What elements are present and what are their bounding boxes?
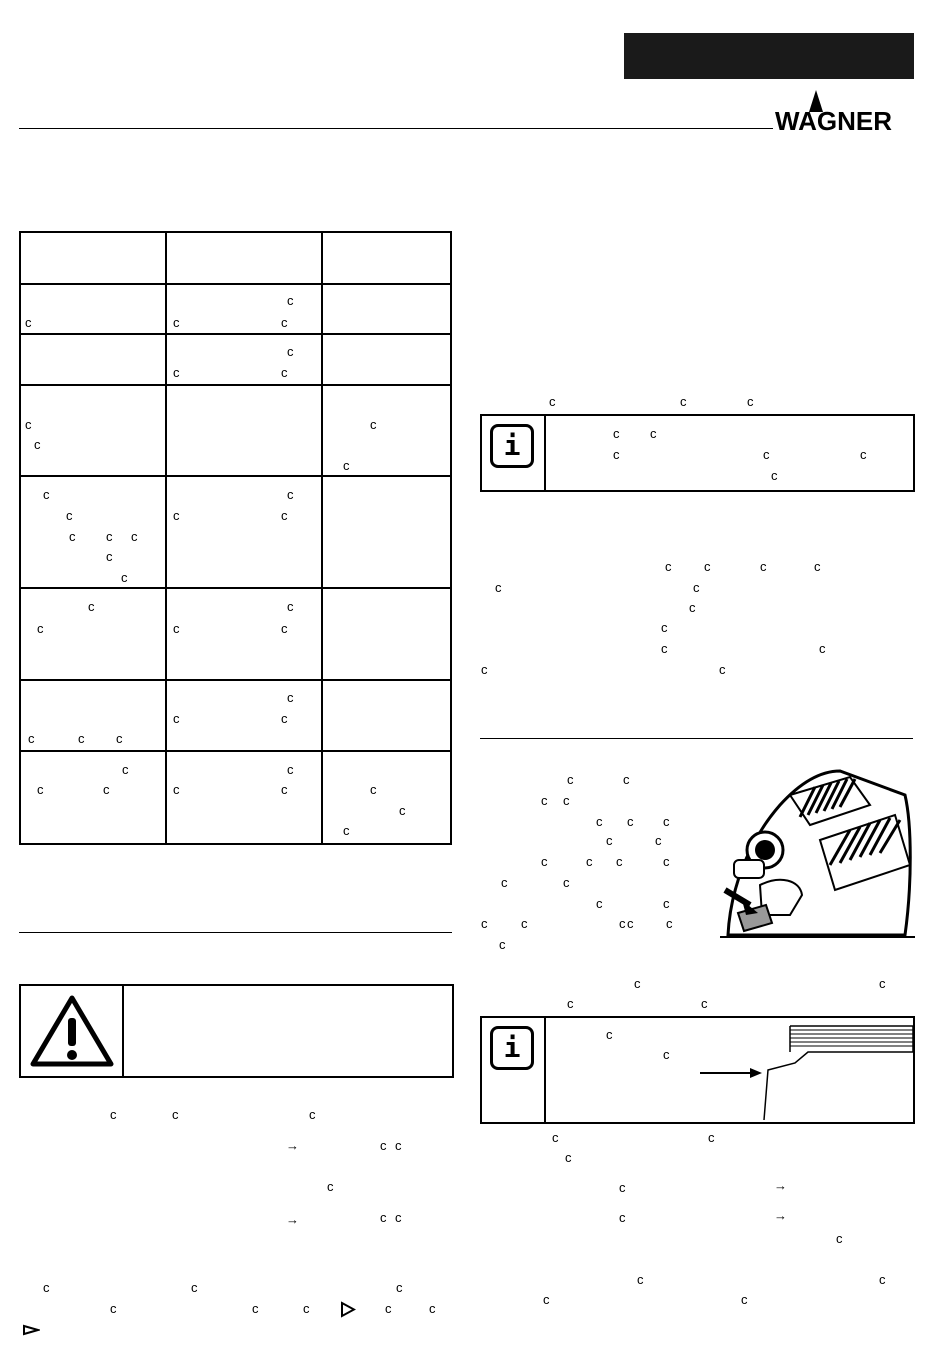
header-banner — [624, 33, 914, 79]
text-fragment: c — [719, 662, 726, 677]
text-fragment: c — [66, 508, 73, 523]
text-fragment: c — [619, 1180, 626, 1195]
table-cell — [166, 588, 321, 680]
text-fragment: c — [173, 365, 180, 380]
table-cell — [322, 284, 451, 334]
arrow-icon: → — [286, 1138, 299, 1153]
text-fragment: c — [303, 1301, 310, 1316]
text-fragment: c — [287, 762, 294, 777]
table-cell — [322, 751, 451, 844]
text-fragment: c — [380, 1210, 387, 1225]
text-fragment: c — [747, 394, 754, 409]
table-cell — [322, 588, 451, 680]
text-fragment: c — [836, 1231, 843, 1246]
text-fragment: c — [78, 731, 85, 746]
text-fragment: c — [25, 315, 32, 330]
info-icon: i — [490, 1026, 534, 1070]
text-fragment: c — [567, 996, 574, 1011]
text-fragment: c — [191, 1280, 198, 1295]
text-fragment: c — [563, 875, 570, 890]
text-fragment: c — [634, 976, 641, 991]
text-fragment: c — [565, 1150, 572, 1165]
text-fragment: c — [623, 772, 630, 787]
warning-box — [19, 984, 454, 1078]
text-fragment: c — [613, 447, 620, 462]
text-fragment: c — [173, 315, 180, 330]
text-fragment: c — [370, 417, 377, 432]
text-fragment: c — [763, 447, 770, 462]
text-fragment: c — [37, 621, 44, 636]
text-fragment: c — [385, 1301, 392, 1316]
text-fragment: c — [549, 394, 556, 409]
text-fragment: c — [122, 762, 129, 777]
text-fragment: c — [281, 508, 288, 523]
info-divider — [544, 416, 546, 490]
text-fragment: c — [814, 559, 821, 574]
arrow-icon: → — [774, 1208, 787, 1223]
text-fragment: c — [103, 782, 110, 797]
text-fragment: c — [88, 599, 95, 614]
spec-table — [19, 231, 452, 845]
text-fragment: c — [627, 916, 634, 931]
text-fragment: c — [287, 599, 294, 614]
text-fragment: c — [281, 315, 288, 330]
table-cell — [166, 751, 321, 844]
text-fragment: c — [370, 782, 377, 797]
text-fragment: c — [106, 529, 113, 544]
logo-text: WAGNER — [775, 106, 892, 133]
text-fragment: c — [173, 711, 180, 726]
text-fragment: c — [399, 803, 406, 818]
text-fragment: c — [110, 1301, 117, 1316]
info-divider — [544, 1018, 546, 1122]
text-fragment: c — [69, 529, 76, 544]
logo-mark-icon — [773, 88, 915, 133]
text-fragment: c — [606, 1027, 613, 1042]
device-illustration — [720, 765, 915, 940]
table-cell — [322, 334, 451, 385]
triangle-right-icon — [340, 1301, 356, 1318]
text-fragment: c — [309, 1107, 316, 1122]
text-fragment: c — [395, 1138, 402, 1153]
text-fragment: c — [704, 559, 711, 574]
table-cell — [166, 232, 321, 284]
header-rule — [19, 128, 773, 129]
text-fragment: c — [173, 621, 180, 636]
text-fragment: c — [543, 1292, 550, 1307]
text-fragment: c — [28, 731, 35, 746]
text-fragment: c — [613, 426, 620, 441]
text-fragment: c — [106, 549, 113, 564]
text-fragment: c — [663, 814, 670, 829]
text-fragment: c — [395, 1210, 402, 1225]
text-fragment: c — [606, 833, 613, 848]
text-fragment: c — [43, 1280, 50, 1295]
text-fragment: c — [661, 641, 668, 656]
table-cell — [166, 284, 321, 334]
text-fragment: c — [396, 1280, 403, 1295]
text-fragment: c — [616, 854, 623, 869]
text-fragment: c — [287, 487, 294, 502]
text-fragment: c — [701, 996, 708, 1011]
text-fragment: c — [281, 782, 288, 797]
text-fragment: c — [287, 344, 294, 359]
text-fragment: c — [541, 854, 548, 869]
table-cell — [166, 680, 321, 751]
text-fragment: c — [637, 1272, 644, 1287]
text-fragment: c — [708, 1130, 715, 1145]
text-fragment: c — [481, 916, 488, 931]
table-cell — [322, 385, 451, 476]
text-fragment: c — [619, 1210, 626, 1225]
text-fragment: c — [34, 437, 41, 452]
text-fragment: c — [37, 782, 44, 797]
text-fragment: c — [552, 1130, 559, 1145]
text-fragment: c — [663, 896, 670, 911]
text-fragment: c — [760, 559, 767, 574]
text-fragment: c — [429, 1301, 436, 1316]
text-fragment: c — [663, 1047, 670, 1062]
text-fragment: c — [172, 1107, 179, 1122]
table-cell — [20, 751, 166, 844]
table-cell — [166, 476, 321, 588]
info-box — [480, 414, 915, 492]
text-fragment: c — [879, 976, 886, 991]
text-fragment: c — [481, 662, 488, 677]
text-fragment: c — [596, 814, 603, 829]
text-fragment: c — [771, 468, 778, 483]
info-icon: i — [490, 424, 534, 468]
table-cell — [20, 680, 166, 751]
text-fragment: c — [860, 447, 867, 462]
table-cell — [20, 476, 166, 588]
text-fragment: c — [567, 772, 574, 787]
table-cell — [20, 284, 166, 334]
text-fragment: c — [501, 875, 508, 890]
container-illustration — [700, 1018, 913, 1120]
warning-divider — [122, 986, 124, 1076]
arrow-icon: → — [286, 1212, 299, 1227]
text-fragment: c — [541, 793, 548, 808]
text-fragment: c — [121, 570, 128, 585]
table-cell — [166, 385, 321, 476]
text-fragment: c — [380, 1138, 387, 1153]
arrow-icon: → — [774, 1178, 787, 1193]
text-fragment: c — [666, 916, 673, 931]
text-fragment: c — [596, 896, 603, 911]
text-fragment: c — [627, 814, 634, 829]
table-cell — [20, 334, 166, 385]
section-rule — [19, 932, 452, 933]
text-fragment: c — [25, 417, 32, 432]
text-fragment: c — [693, 580, 700, 595]
text-fragment: c — [663, 854, 670, 869]
triangle-right-icon — [22, 1324, 40, 1336]
text-fragment: c — [680, 394, 687, 409]
text-fragment: c — [343, 823, 350, 838]
wagner-logo — [773, 88, 915, 133]
text-fragment: c — [879, 1272, 886, 1287]
text-fragment: c — [110, 1107, 117, 1122]
text-fragment: c — [655, 833, 662, 848]
text-fragment: c — [563, 793, 570, 808]
text-fragment: c — [665, 559, 672, 574]
text-fragment: c — [131, 529, 138, 544]
text-fragment: c — [173, 782, 180, 797]
text-fragment: c — [287, 690, 294, 705]
text-fragment: c — [281, 711, 288, 726]
table-cell — [20, 385, 166, 476]
text-fragment: c — [173, 508, 180, 523]
text-fragment: c — [586, 854, 593, 869]
text-fragment: c — [499, 937, 506, 952]
table-cell — [20, 232, 166, 284]
table-cell — [322, 680, 451, 751]
text-fragment: c — [619, 916, 626, 931]
text-fragment: c — [43, 487, 50, 502]
text-fragment: c — [741, 1292, 748, 1307]
text-fragment: c — [287, 293, 294, 308]
text-fragment: c — [650, 426, 657, 441]
table-cell — [166, 334, 321, 385]
section-rule — [480, 738, 913, 739]
text-fragment: c — [281, 621, 288, 636]
text-fragment: c — [252, 1301, 259, 1316]
warning-triangle-icon — [29, 994, 115, 1068]
text-fragment: c — [343, 458, 350, 473]
text-fragment: c — [327, 1179, 334, 1194]
text-fragment: c — [281, 365, 288, 380]
text-fragment: c — [819, 641, 826, 656]
text-fragment: c — [521, 916, 528, 931]
text-fragment: c — [495, 580, 502, 595]
table-cell — [322, 232, 451, 284]
text-fragment: c — [689, 600, 696, 615]
text-fragment: c — [661, 620, 668, 635]
text-fragment: c — [116, 731, 123, 746]
table-cell — [322, 476, 451, 588]
